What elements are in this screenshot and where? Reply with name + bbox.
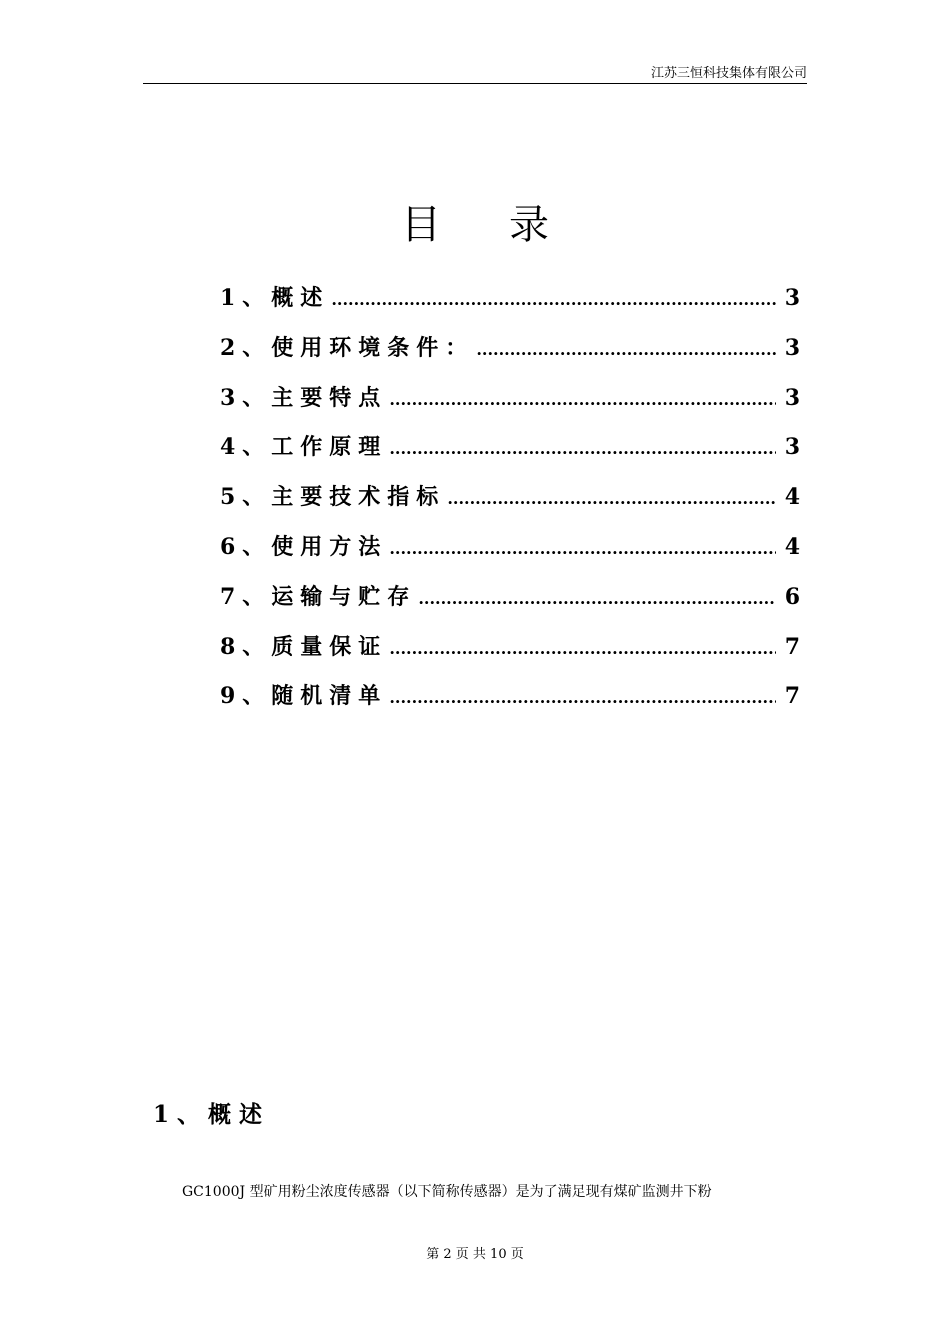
toc-entry-page: 3	[784, 285, 800, 311]
toc-entry-label: 5、主要技术指标	[220, 484, 446, 511]
toc-entry-label: 7、运输与贮存	[220, 583, 417, 610]
header-company-name: 江苏三恒科技集体有限公司	[650, 66, 807, 81]
toc-entry-page: 3	[784, 434, 800, 461]
toc-entry[interactable]	[220, 531, 800, 581]
toc-leader-dots	[389, 633, 776, 665]
toc-entry-page: 6	[784, 583, 800, 610]
toc-leader-dots	[389, 433, 776, 465]
table-of-contents	[220, 282, 800, 730]
toc-entry[interactable]	[220, 431, 800, 481]
toc-entry-page: 3	[784, 384, 800, 411]
toc-title: 目录	[401, 202, 617, 248]
toc-leader-dots	[389, 533, 776, 565]
toc-entry-page: 7	[784, 683, 800, 710]
toc-entry-label: 4、工作原理	[220, 434, 388, 461]
toc-entry[interactable]	[220, 680, 800, 730]
toc-entry-label: 3、主要特点	[220, 384, 388, 411]
toc-entry[interactable]	[220, 332, 800, 382]
body-paragraph: GC1000J 型矿用粉尘浓度传感器（以下简称传感器）是为了满足现有煤矿监测井下粉	[182, 1184, 712, 1200]
header-rule	[143, 83, 807, 84]
toc-entry-label: 1、概述	[220, 285, 330, 311]
toc-leader-dots	[389, 682, 776, 714]
toc-entry-page: 4	[784, 533, 800, 560]
toc-entry[interactable]	[220, 581, 800, 631]
toc-entry-page: 7	[784, 633, 800, 660]
toc-entry-label: 2、使用环境条件：	[220, 334, 475, 361]
page-number-footer: 第 2 页 共 10 页	[426, 1247, 524, 1262]
toc-entry[interactable]	[220, 382, 800, 432]
toc-entry-label: 6、使用方法	[220, 533, 388, 560]
toc-entry[interactable]	[220, 282, 800, 332]
toc-leader-dots	[447, 483, 776, 515]
toc-leader-dots	[331, 284, 776, 316]
toc-entry-page: 4	[784, 484, 800, 511]
toc-entry[interactable]	[220, 631, 800, 681]
toc-leader-dots	[476, 334, 776, 366]
toc-entry-label: 8、质量保证	[220, 633, 388, 660]
toc-entry-label: 9、随机清单	[220, 683, 388, 710]
toc-entry-page: 3	[784, 334, 800, 361]
toc-leader-dots	[389, 384, 776, 416]
section-heading: 1、概述	[153, 1101, 271, 1128]
toc-entry[interactable]	[220, 481, 800, 531]
toc-leader-dots	[418, 583, 776, 615]
